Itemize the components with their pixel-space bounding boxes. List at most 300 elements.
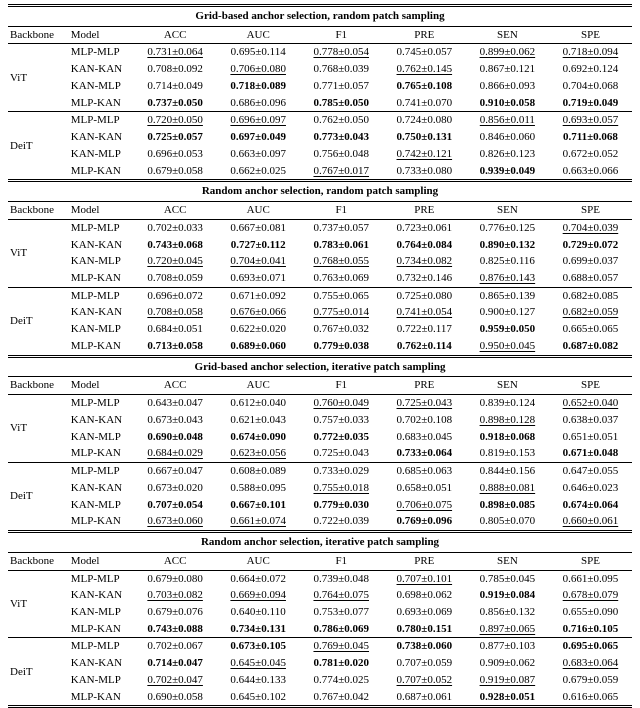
model-label: KAN-KAN [70,238,123,251]
metric-value-f1: 0.767±0.042 [313,690,370,703]
metric-value-f1: 0.786±0.069 [313,622,370,635]
metric-value-f1: 0.739±0.048 [313,572,370,585]
metric-value-pre: 0.722±0.117 [396,323,452,336]
metric-value-pre: 0.741±0.070 [396,96,453,109]
column-header-acc: ACC [134,202,217,220]
table-row [8,570,632,587]
model-label: MLP-MLP [69,112,134,129]
metric-value-sen: 0.805±0.070 [479,515,536,528]
metric-value-spe: 0.647±0.055 [549,463,632,480]
metric-value-auc: 0.704±0.041 [230,255,286,268]
column-header-spe: SPE [549,552,632,570]
column-header-backbone: Backbone [8,377,69,395]
metric-value-auc: 0.718±0.089 [230,79,286,92]
metric-value-auc: 0.671±0.092 [217,287,300,304]
metric-value-f1: 0.755±0.018 [313,481,370,494]
section-title: Grid-based anchor selection, random patch sampling [8,6,632,27]
column-header-spe: SPE [549,377,632,395]
table-row [8,146,632,163]
metric-value-f1: 0.779±0.038 [313,339,370,352]
metric-value-spe: 0.679±0.059 [562,673,619,686]
table-row [8,672,632,689]
metric-value-acc: 0.679±0.076 [147,605,203,618]
table-row [8,219,632,236]
model-label: KAN-KAN [70,481,123,494]
metric-value-acc: 0.690±0.048 [147,430,203,443]
backbone-label: ViT [10,246,28,259]
metric-value-spe: 0.682±0.085 [549,287,632,304]
column-header-model: Model [69,26,134,44]
metric-value-auc: 0.608±0.089 [217,463,300,480]
column-header-sen: SEN [466,202,549,220]
metric-value-f1: 0.778±0.054 [313,46,370,59]
metric-value-f1: 0.757±0.033 [313,413,370,426]
column-header-spe: SPE [549,202,632,220]
metric-value-acc: 0.743±0.068 [147,238,203,251]
metric-value-auc: 0.667±0.101 [230,498,286,511]
metric-value-f1: 0.779±0.030 [313,498,370,511]
model-label: KAN-MLP [70,498,121,511]
metric-value-acc: 0.696±0.053 [147,147,203,160]
column-header-model: Model [69,552,134,570]
metric-value-acc: 0.703±0.082 [147,589,203,602]
metric-value-sen: 0.899±0.062 [479,46,536,59]
metric-value-acc: 0.720±0.050 [134,112,217,129]
metric-value-acc: 0.679±0.058 [147,164,203,177]
metric-value-pre: 0.724±0.080 [383,112,466,129]
metric-value-acc: 0.714±0.047 [147,657,203,670]
model-label: KAN-KAN [70,63,123,76]
metric-value-pre: 0.707±0.059 [396,657,453,670]
metric-value-pre: 0.745±0.057 [396,46,453,59]
table-row [8,480,632,497]
metric-value-auc: 0.673±0.105 [217,638,300,655]
metric-value-sen: 0.898±0.085 [479,498,536,511]
metric-value-pre: 0.762±0.145 [396,63,453,76]
column-header-sen: SEN [466,377,549,395]
model-label: MLP-KAN [70,515,121,528]
model-label: KAN-KAN [70,657,123,670]
metric-value-pre: 0.733±0.080 [396,164,453,177]
column-header-acc: ACC [134,26,217,44]
metric-value-auc: 0.645±0.102 [230,690,286,703]
model-label: MLP-KAN [70,96,121,109]
column-header-pre: PRE [383,26,466,44]
metric-value-f1: 0.764±0.075 [313,589,370,602]
metric-value-spe: 0.674±0.064 [562,498,619,511]
metric-value-spe: 0.716±0.105 [562,622,619,635]
metric-value-acc: 0.708±0.092 [147,63,203,76]
model-label: KAN-KAN [70,589,123,602]
metric-value-f1: 0.781±0.020 [313,657,370,670]
table-row [8,604,632,621]
metric-value-spe: 0.652±0.040 [562,397,619,410]
metric-value-sen: 0.950±0.045 [479,339,536,352]
metric-value-f1: 0.774±0.025 [313,673,370,686]
model-label: KAN-MLP [70,323,121,336]
metric-value-spe: 0.719±0.049 [562,96,619,109]
metric-value-f1: 0.755±0.065 [300,287,383,304]
metric-value-spe: 0.693±0.057 [549,112,632,129]
metric-value-sen: 0.910±0.058 [479,96,536,109]
column-header-auc: AUC [217,552,300,570]
model-label: MLP-MLP [70,221,120,234]
table-row [8,412,632,429]
metric-value-f1: 0.722±0.039 [313,515,370,528]
metric-value-spe: 0.655±0.090 [562,605,619,618]
metric-value-pre: 0.734±0.082 [396,255,453,268]
metric-value-pre: 0.733±0.064 [396,447,453,460]
metric-value-auc: 0.693±0.071 [230,272,286,285]
metric-value-acc: 0.667±0.047 [134,463,217,480]
metric-value-auc: 0.706±0.080 [230,63,286,76]
metric-value-sen: 0.890±0.132 [479,238,536,251]
metric-value-auc: 0.622±0.020 [230,323,286,336]
metric-value-auc: 0.640±0.110 [230,605,286,618]
column-header-f1: F1 [300,552,383,570]
table-row [8,497,632,514]
metric-value-spe: 0.704±0.039 [562,221,619,234]
metric-value-auc: 0.663±0.097 [230,147,286,160]
metric-value-auc: 0.734±0.131 [230,622,286,635]
metric-value-acc: 0.673±0.043 [147,413,203,426]
metric-value-acc: 0.708±0.058 [147,306,203,319]
metric-value-auc: 0.689±0.060 [230,339,286,352]
results-table [8,4,632,708]
metric-value-auc: 0.697±0.049 [230,131,286,144]
metric-value-acc: 0.707±0.054 [147,498,203,511]
table-row [8,253,632,270]
metric-value-auc: 0.623±0.056 [230,447,286,460]
backbone-label: DeiT [8,463,69,532]
table-row [8,513,632,531]
table-row [8,638,632,655]
model-label: MLP-KAN [70,447,121,460]
model-label: MLP-KAN [70,622,121,635]
metric-value-sen: 0.825±0.116 [479,255,535,268]
metric-value-auc: 0.644±0.133 [230,673,286,686]
model-label: KAN-MLP [70,79,121,92]
metric-value-spe: 0.671±0.048 [562,447,619,460]
metric-value-acc: 0.731±0.064 [147,46,203,59]
column-header-sen: SEN [466,552,549,570]
table-row [8,163,632,181]
metric-value-f1: 0.783±0.061 [313,238,370,251]
column-header-pre: PRE [383,377,466,395]
metric-value-sen: 0.909±0.062 [479,657,536,670]
metric-value-f1: 0.725±0.043 [313,447,370,460]
metric-value-sen: 0.918±0.068 [479,430,536,443]
column-header-sen: SEN [466,26,549,44]
backbone-label: ViT [10,422,28,435]
metric-value-f1: 0.772±0.035 [313,430,370,443]
column-header-f1: F1 [300,377,383,395]
metric-value-pre: 0.702±0.108 [396,413,453,426]
table-row [8,304,632,321]
table-row [8,129,632,146]
backbone-label: DeiT [8,287,69,356]
metric-value-spe: 0.672±0.052 [562,147,619,160]
column-header-backbone: Backbone [8,552,69,570]
metric-value-sen: 0.876±0.143 [479,272,536,285]
model-label: MLP-MLP [70,397,120,410]
table-row [8,395,632,412]
results-table-body [8,6,632,707]
metric-value-pre: 0.741±0.054 [396,306,453,319]
metric-value-f1: 0.785±0.050 [313,96,370,109]
column-header-model: Model [69,202,134,220]
section-title: Random anchor selection, random patch sampling [8,181,632,202]
metric-value-pre: 0.725±0.043 [396,397,453,410]
metric-value-f1: 0.767±0.032 [313,323,370,336]
metric-value-sen: 0.900±0.127 [479,306,536,319]
metric-value-acc: 0.714±0.049 [147,79,203,92]
column-header-backbone: Backbone [8,202,69,220]
metric-value-acc: 0.720±0.045 [147,255,203,268]
metric-value-spe: 0.651±0.051 [562,430,619,443]
table-row [8,463,632,480]
model-label: MLP-MLP [69,463,134,480]
table-row [8,429,632,446]
metric-value-sen: 0.776±0.125 [479,221,536,234]
metric-value-pre: 0.685±0.063 [383,463,466,480]
metric-value-auc: 0.696±0.097 [217,112,300,129]
metric-value-sen: 0.844±0.156 [466,463,549,480]
column-header-auc: AUC [217,377,300,395]
model-label: KAN-MLP [70,605,121,618]
table-row [8,587,632,604]
column-header-auc: AUC [217,26,300,44]
metric-value-f1: 0.775±0.014 [313,306,370,319]
metric-value-pre: 0.683±0.045 [396,430,453,443]
metric-value-sen: 0.888±0.081 [479,481,536,494]
metric-value-f1: 0.767±0.017 [313,164,370,177]
table-row [8,445,632,462]
metric-value-auc: 0.645±0.045 [230,657,286,670]
metric-value-sen: 0.919±0.084 [479,589,536,602]
model-label: MLP-KAN [70,690,121,703]
metric-value-sen: 0.959±0.050 [479,323,536,336]
metric-value-auc: 0.664±0.072 [230,572,286,585]
table-row [8,655,632,672]
metric-value-pre: 0.725±0.080 [383,287,466,304]
metric-value-auc: 0.669±0.094 [230,589,286,602]
metric-value-acc: 0.673±0.060 [147,515,203,528]
metric-value-acc: 0.708±0.059 [147,272,203,285]
metric-value-pre: 0.780±0.151 [396,622,453,635]
metric-value-f1: 0.737±0.057 [313,221,370,234]
model-label: MLP-KAN [70,164,121,177]
metric-value-pre: 0.750±0.131 [396,131,453,144]
metric-value-sen: 0.856±0.132 [479,605,536,618]
metric-value-acc: 0.684±0.051 [147,323,203,336]
model-label: KAN-MLP [70,147,121,160]
metric-value-sen: 0.839±0.124 [479,397,536,410]
metric-value-f1: 0.768±0.055 [313,255,370,268]
metric-value-spe: 0.646±0.023 [562,481,619,494]
metric-value-sen: 0.856±0.011 [466,112,549,129]
table-row [8,237,632,254]
model-label: MLP-MLP [69,638,134,655]
backbone-label: DeiT [8,112,69,181]
metric-value-spe: 0.665±0.065 [562,323,619,336]
column-header-backbone: Backbone [8,26,69,44]
metric-value-acc: 0.713±0.058 [147,339,203,352]
model-label: MLP-MLP [69,287,134,304]
metric-value-pre: 0.738±0.060 [383,638,466,655]
metric-value-spe: 0.687±0.082 [562,339,619,352]
metric-value-f1: 0.756±0.048 [313,147,370,160]
metric-value-pre: 0.762±0.114 [396,339,452,352]
model-label: MLP-KAN [70,339,121,352]
table-row [8,287,632,304]
model-label: KAN-MLP [70,673,121,686]
metric-value-spe: 0.699±0.037 [562,255,619,268]
metric-value-acc: 0.702±0.067 [134,638,217,655]
metric-value-auc: 0.674±0.090 [230,430,286,443]
metric-value-sen: 0.877±0.103 [466,638,549,655]
metric-value-auc: 0.612±0.040 [230,397,286,410]
table-row [8,321,632,338]
table-row [8,112,632,129]
metric-value-sen: 0.826±0.123 [479,147,536,160]
table-row [8,270,632,287]
metric-value-spe: 0.692±0.124 [562,63,619,76]
metric-value-spe: 0.663±0.066 [562,164,619,177]
metric-value-acc: 0.737±0.050 [147,96,203,109]
metric-value-pre: 0.707±0.101 [396,572,453,585]
column-header-model: Model [69,377,134,395]
metric-value-sen: 0.939±0.049 [479,164,536,177]
metric-value-f1: 0.760±0.049 [313,397,370,410]
metric-value-spe: 0.660±0.061 [562,515,619,528]
metric-value-pre: 0.732±0.146 [396,272,453,285]
metric-value-spe: 0.718±0.094 [562,46,619,59]
metric-value-acc: 0.743±0.088 [147,622,203,635]
metric-value-f1: 0.762±0.050 [300,112,383,129]
metric-value-spe: 0.661±0.095 [562,572,619,585]
metric-value-pre: 0.693±0.069 [396,605,453,618]
metric-value-spe: 0.616±0.065 [562,690,619,703]
table-row [8,61,632,78]
metric-value-sen: 0.919±0.087 [479,673,536,686]
model-label: KAN-KAN [70,413,123,426]
metric-value-pre: 0.769±0.096 [396,515,453,528]
model-label: KAN-MLP [70,255,121,268]
metric-value-sen: 0.846±0.060 [479,131,536,144]
column-header-acc: ACC [134,552,217,570]
metric-value-spe: 0.704±0.068 [562,79,619,92]
metric-value-f1: 0.733±0.029 [300,463,383,480]
metric-value-f1: 0.753±0.077 [313,605,370,618]
metric-value-pre: 0.687±0.061 [396,690,453,703]
metric-value-spe: 0.711±0.068 [562,131,618,144]
backbone-label: DeiT [8,638,69,707]
model-label: KAN-KAN [70,131,123,144]
metric-value-acc: 0.702±0.047 [147,673,203,686]
metric-value-auc: 0.588±0.095 [230,481,286,494]
metric-value-sen: 0.866±0.093 [479,79,536,92]
metric-value-acc: 0.684±0.029 [147,447,203,460]
metric-value-auc: 0.621±0.043 [230,413,286,426]
table-row [8,78,632,95]
column-header-acc: ACC [134,377,217,395]
table-row [8,689,632,707]
metric-value-auc: 0.662±0.025 [230,164,286,177]
metric-value-pre: 0.765±0.108 [396,79,453,92]
metric-value-sen: 0.867±0.121 [479,63,536,76]
metric-value-sen: 0.928±0.051 [479,690,536,703]
metric-value-auc: 0.676±0.066 [230,306,286,319]
metric-value-pre: 0.764±0.084 [396,238,453,251]
section-title: Grid-based anchor selection, iterative patch sampling [8,356,632,377]
column-header-spe: SPE [549,26,632,44]
table-row [8,621,632,638]
metric-value-spe: 0.695±0.065 [549,638,632,655]
metric-value-spe: 0.688±0.057 [562,272,619,285]
metric-value-pre: 0.723±0.061 [396,221,453,234]
model-label: KAN-MLP [70,430,121,443]
model-label: KAN-KAN [70,306,123,319]
metric-value-acc: 0.696±0.072 [134,287,217,304]
metric-value-pre: 0.706±0.075 [396,498,453,511]
section-title: Random anchor selection, iterative patch sampling [8,532,632,553]
table-row [8,95,632,112]
metric-value-spe: 0.683±0.064 [562,657,619,670]
metric-value-f1: 0.763±0.069 [313,272,370,285]
metric-value-spe: 0.682±0.059 [562,306,619,319]
metric-value-acc: 0.679±0.080 [147,572,203,585]
metric-value-auc: 0.727±0.112 [230,238,286,251]
metric-value-auc: 0.686±0.096 [230,96,286,109]
metric-value-acc: 0.690±0.058 [147,690,203,703]
metric-value-sen: 0.897±0.065 [479,622,536,635]
metric-value-pre: 0.698±0.062 [396,589,453,602]
metric-value-sen: 0.865±0.139 [466,287,549,304]
column-header-f1: F1 [300,26,383,44]
metric-value-f1: 0.773±0.043 [313,131,370,144]
metric-value-acc: 0.643±0.047 [147,397,203,410]
metric-value-acc: 0.673±0.020 [147,481,203,494]
metric-value-spe: 0.638±0.037 [562,413,619,426]
model-label: MLP-MLP [70,572,120,585]
metric-value-pre: 0.658±0.051 [396,481,453,494]
metric-value-spe: 0.729±0.072 [562,238,619,251]
column-header-f1: F1 [300,202,383,220]
metric-value-sen: 0.819±0.153 [479,447,536,460]
column-header-pre: PRE [383,202,466,220]
model-label: MLP-KAN [70,272,121,285]
metric-value-f1: 0.768±0.039 [313,63,370,76]
metric-value-pre: 0.742±0.121 [396,147,453,160]
metric-value-pre: 0.707±0.052 [396,673,453,686]
metric-value-f1: 0.769±0.045 [300,638,383,655]
backbone-label: ViT [10,71,28,84]
table-row [8,44,632,61]
metric-value-acc: 0.702±0.033 [147,221,203,234]
metric-value-sen: 0.898±0.128 [479,413,536,426]
metric-value-sen: 0.785±0.045 [479,572,536,585]
metric-value-acc: 0.725±0.057 [147,131,203,144]
column-header-auc: AUC [217,202,300,220]
backbone-label: ViT [10,597,28,610]
table-row [8,338,632,356]
column-header-pre: PRE [383,552,466,570]
metric-value-auc: 0.661±0.074 [230,515,286,528]
metric-value-spe: 0.678±0.079 [562,589,619,602]
metric-value-auc: 0.695±0.114 [230,46,286,59]
model-label: MLP-MLP [70,46,120,59]
